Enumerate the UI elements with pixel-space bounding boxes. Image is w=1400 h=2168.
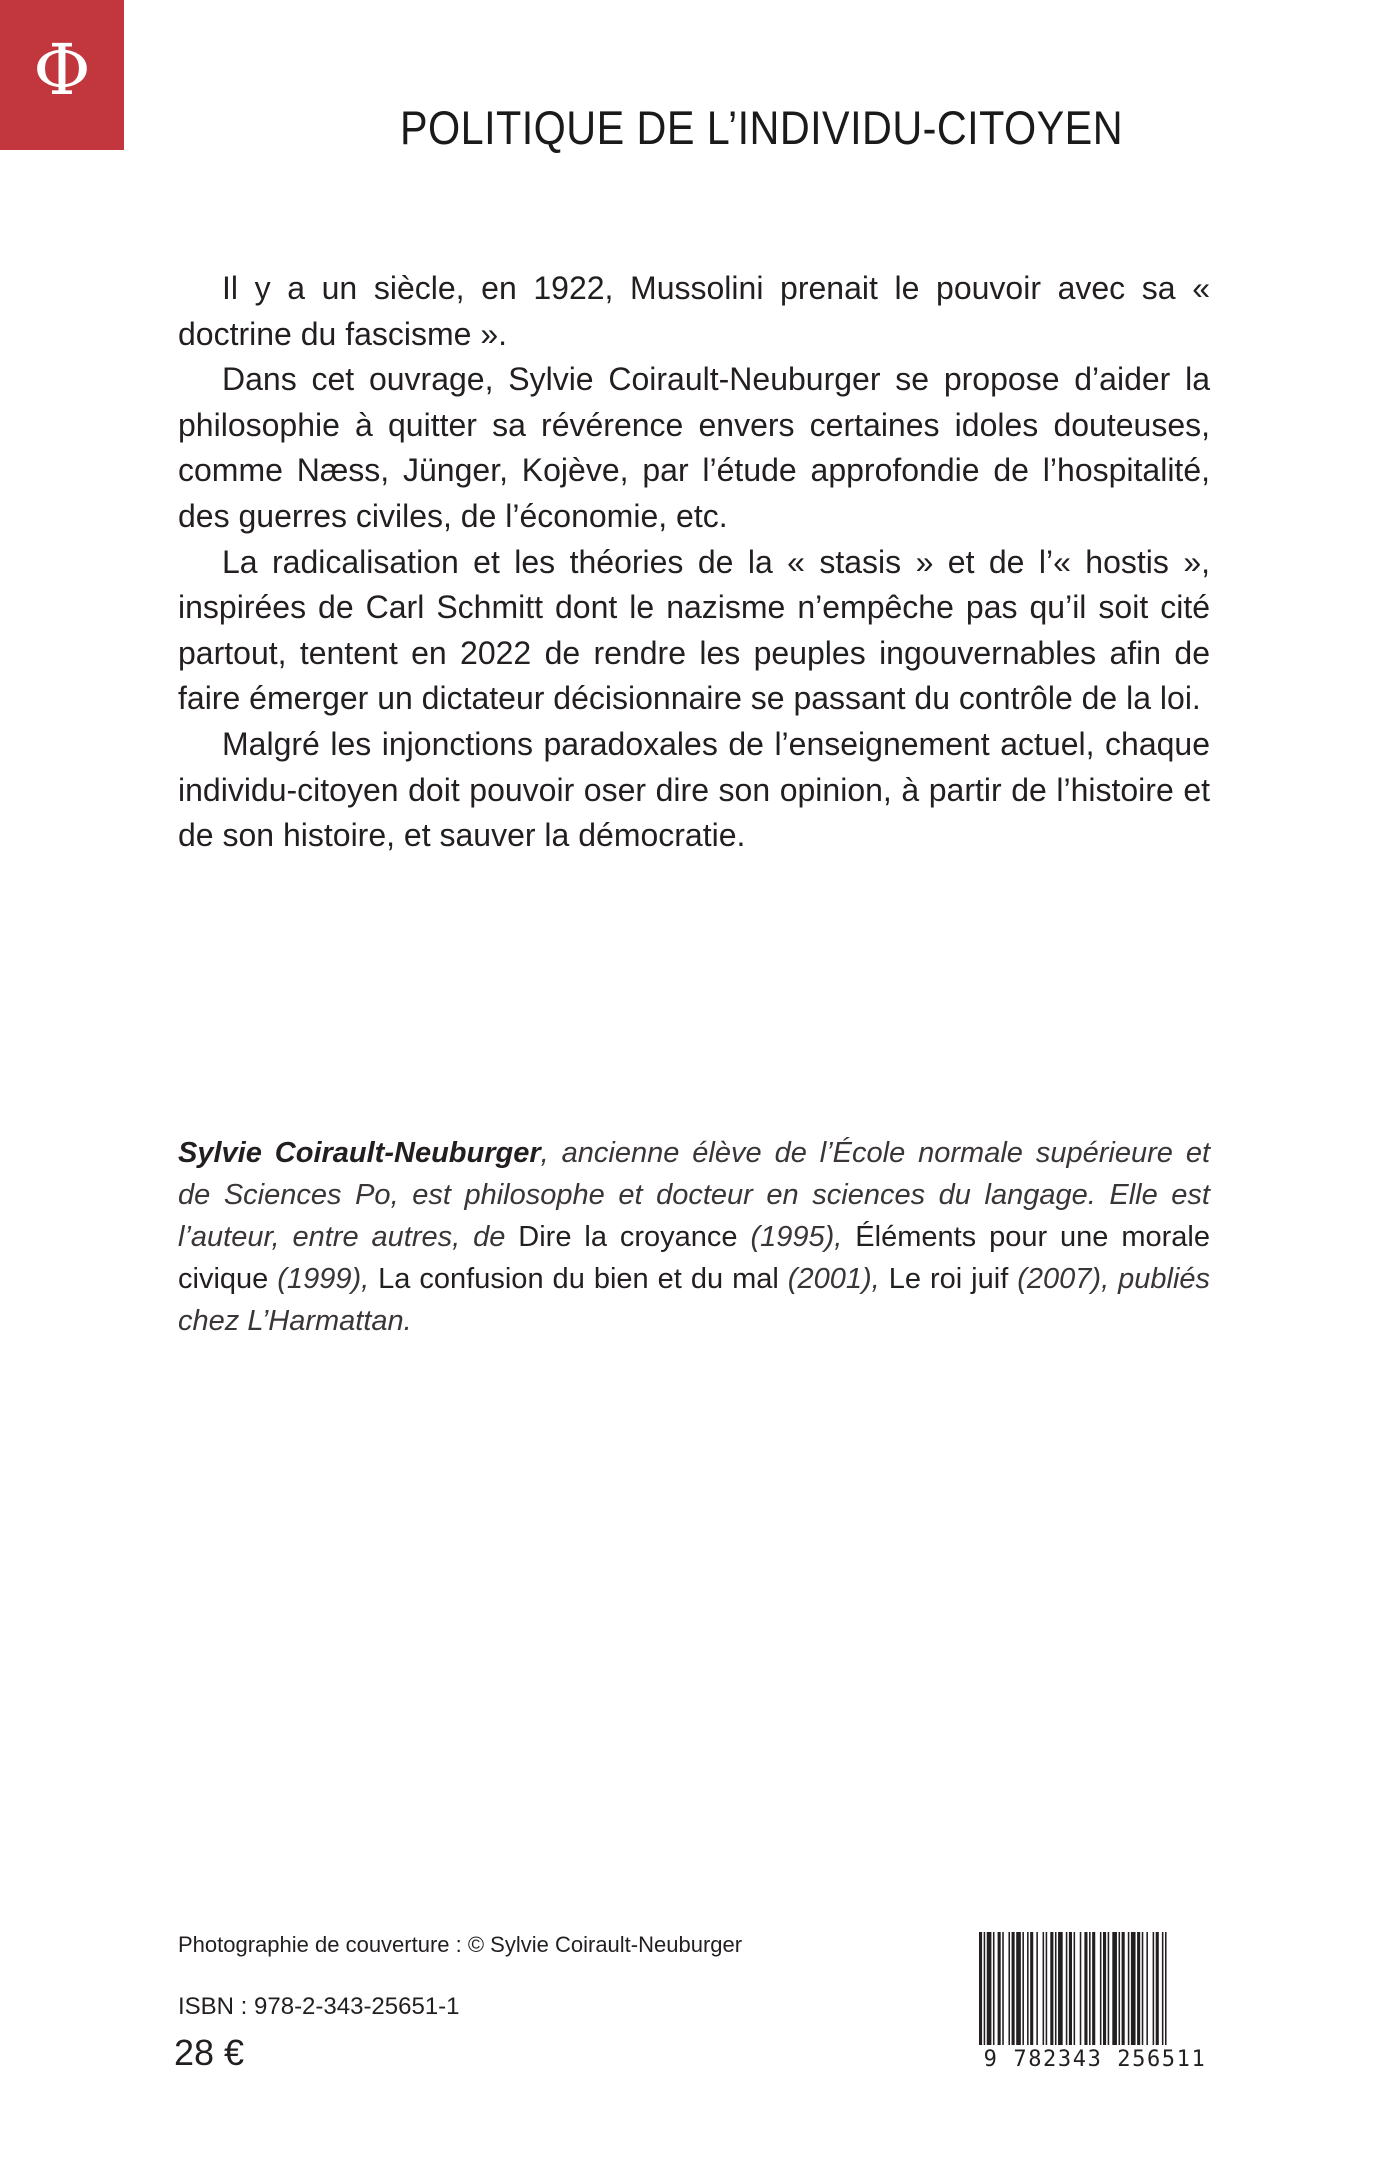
bio-year-2: (1999), (268, 1263, 379, 1295)
bio-year-4: (2007), (1008, 1263, 1119, 1295)
blurb-paragraph-1: Il y a un siècle, en 1922, Mussolini prenait le pouvoir avec sa « doctrine du fascisme ». (178, 270, 1210, 352)
isbn: ISBN : 978-2-343-25651-1 (178, 1993, 460, 2020)
barcode (975, 1932, 1215, 2077)
bio-intro: , ancienne élève de l’École normale supérieure et de Sciences Po, est philosophe et docteur en sciences du langage. Elle est l’auteur, entre autres, de (178, 1137, 1211, 1253)
author-bio (178, 1132, 1210, 1342)
bio-book-1: Dire la croyance (518, 1221, 738, 1253)
blurb-paragraph-4: Malgré les injonctions paradoxales de l’enseignement actuel, chaque individu-citoyen doit pouvoir oser dire son opinion, à partir de l’histoire et de son histoire, et sauver la démocratie. (178, 725, 1210, 854)
blurb-paragraph-3: La radicalisation et les théories de la « stasis » et de l’« hostis », inspirées de Carl Schmitt dont le nazisme n’empêche pas qu’il soit cité partout, tentent en 2022 de rendre les peuples ingouvernables afin de faire émerger un dictateur décisionnaire se passant du contrôle de la loi. (178, 543, 1210, 717)
bio-outro: publiés chez L’Harmattan. (178, 1263, 1211, 1337)
book-title: POLITIQUE DE L’INDIVIDU-CITOYEN (400, 101, 1124, 154)
bio-year-1: (1995), (737, 1221, 856, 1253)
price: 28 € (174, 2032, 245, 2073)
barcode-bars-icon (975, 1932, 1215, 2050)
photo-credit: Photographie de couverture : © Sylvie Coirault-Neuburger (178, 1932, 743, 1957)
blurb (178, 266, 1210, 859)
phi-logo-icon: Φ (33, 29, 91, 111)
bio-book-3: La confusion du bien et du mal (378, 1263, 779, 1295)
publisher-logo (0, 0, 124, 150)
bio-book-4: Le roi juif (888, 1263, 1009, 1295)
author-name: Sylvie Coirault-Neuburger (178, 1137, 541, 1169)
bio-year-3: (2001), (778, 1263, 889, 1295)
blurb-paragraph-2: Dans cet ouvrage, Sylvie Coirault-Neuburger se propose d’aider la philosophie à quitter sa révérence envers certaines idoles douteuses, comme Næss, Jünger, Kojève, par l’étude approfondie de l’hospitalité, des guerres civiles, de l’économie, etc. (178, 361, 1210, 534)
bio-book-2: Éléments pour une morale civique (178, 1221, 1211, 1295)
barcode-digits: 9 782343 256511 (975, 2045, 1215, 2075)
